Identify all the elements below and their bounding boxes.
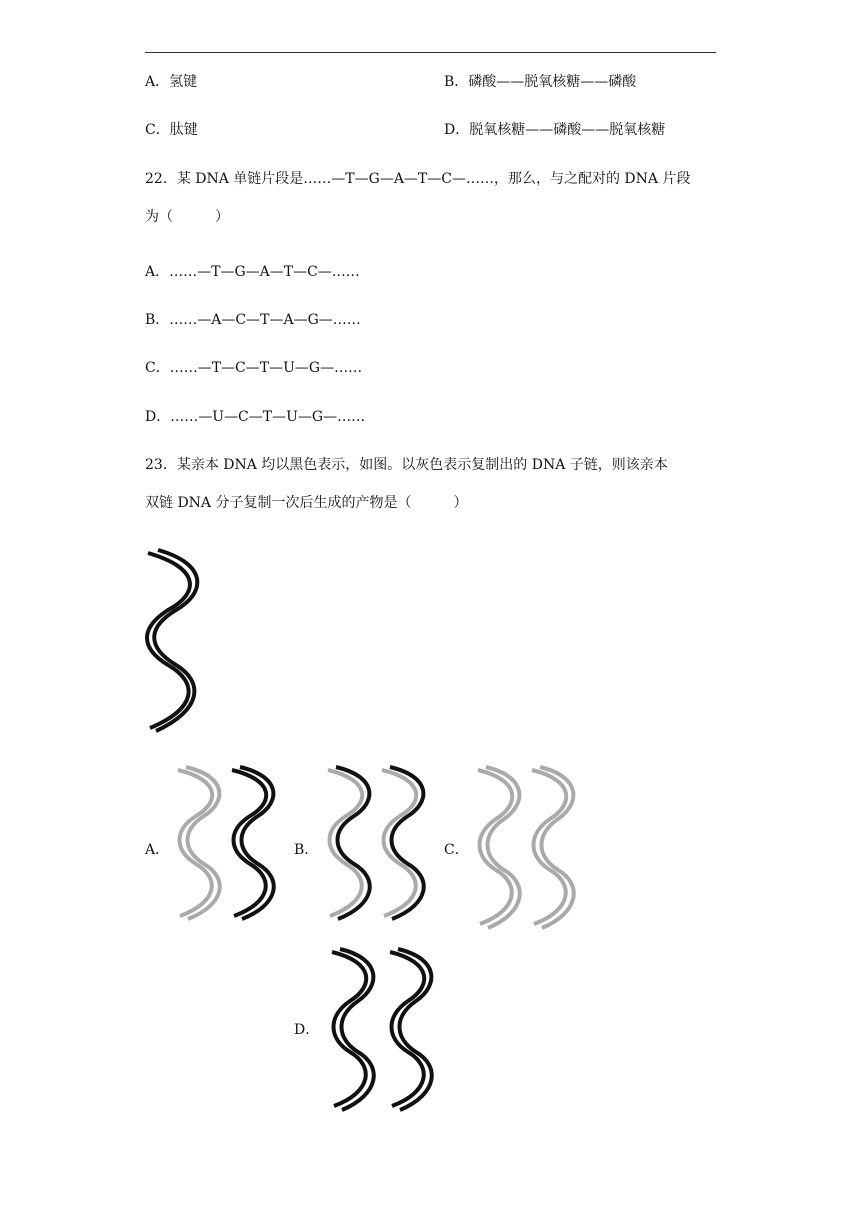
q23-stem-line2: 双链 DNA 分子复制一次后生成的产物是（ ） — [145, 495, 468, 511]
q22-option-a[interactable] — [145, 262, 360, 282]
q21-option-b[interactable] — [444, 72, 636, 92]
option-label: D． — [444, 122, 470, 138]
option-label: A． — [145, 264, 170, 280]
q23-option-b-label[interactable]: B． — [294, 842, 319, 858]
option-label: C． — [145, 360, 170, 376]
q23-option-c-figure[interactable] — [470, 764, 580, 934]
hybrid-dna-molecule-2 — [382, 767, 424, 919]
q21-option-a[interactable] — [145, 72, 197, 92]
q22-option-d[interactable] — [145, 407, 365, 427]
q22-option-b[interactable] — [145, 310, 361, 330]
daughter-dna-molecule-2 — [532, 767, 574, 928]
daughter-dna-molecule-1 — [478, 767, 520, 928]
daughter-dna-molecule-1 — [178, 767, 220, 919]
hybrid-dna-molecule-1 — [328, 767, 370, 919]
q23-option-b-figure[interactable] — [320, 764, 430, 924]
option-text: 脱氧核糖——磷酸——脱氧核糖 — [469, 122, 666, 138]
option-text: 磷酸——脱氧核糖——磷酸 — [468, 74, 637, 90]
q23-option-d-figure[interactable] — [324, 946, 444, 1116]
q22-stem-line2: 为（ ） — [145, 209, 229, 225]
q23-option-d-label[interactable]: D． — [294, 1022, 320, 1038]
q21-option-c[interactable] — [145, 120, 198, 140]
option-text: 肽键 — [169, 122, 198, 138]
q23-stem-line1: 23．某亲本 DNA 均以黑色表示，如图。以灰色表示复制出的 DNA 子链，则该亲本 — [145, 457, 668, 473]
header-rule — [145, 52, 716, 53]
q23-option-a-label[interactable]: A． — [145, 842, 170, 858]
option-text: 氢键 — [169, 74, 198, 90]
option-label: A． — [145, 74, 170, 90]
option-text: ……—U—C—T—U—G—…… — [170, 409, 366, 425]
option-text: ……—T—C—T—U—G—…… — [169, 360, 363, 376]
parent-dna-molecule-2 — [232, 767, 274, 919]
parent-dna-helix — [140, 548, 200, 733]
q22-stem-line1: 22．某 DNA 单链片段是……—T—G—A—T—C—……，那么，与之配对的 DNA 片段 — [145, 171, 691, 187]
q23-option-c-label[interactable]: C． — [444, 842, 469, 858]
option-label: B． — [145, 312, 170, 328]
q23-option-a-figure[interactable] — [170, 764, 280, 924]
option-label: D． — [145, 409, 171, 425]
q22-option-c[interactable] — [145, 358, 362, 378]
option-label: B． — [444, 74, 469, 90]
parent-dna-molecule-2 — [390, 949, 432, 1110]
option-text: ……—T—G—A—T—C—…… — [169, 264, 360, 280]
q21-option-d[interactable] — [444, 120, 665, 140]
option-text: ……—A—C—T—A—G—…… — [169, 312, 361, 328]
parent-dna-molecule-1 — [332, 949, 374, 1110]
option-label: C． — [145, 122, 170, 138]
